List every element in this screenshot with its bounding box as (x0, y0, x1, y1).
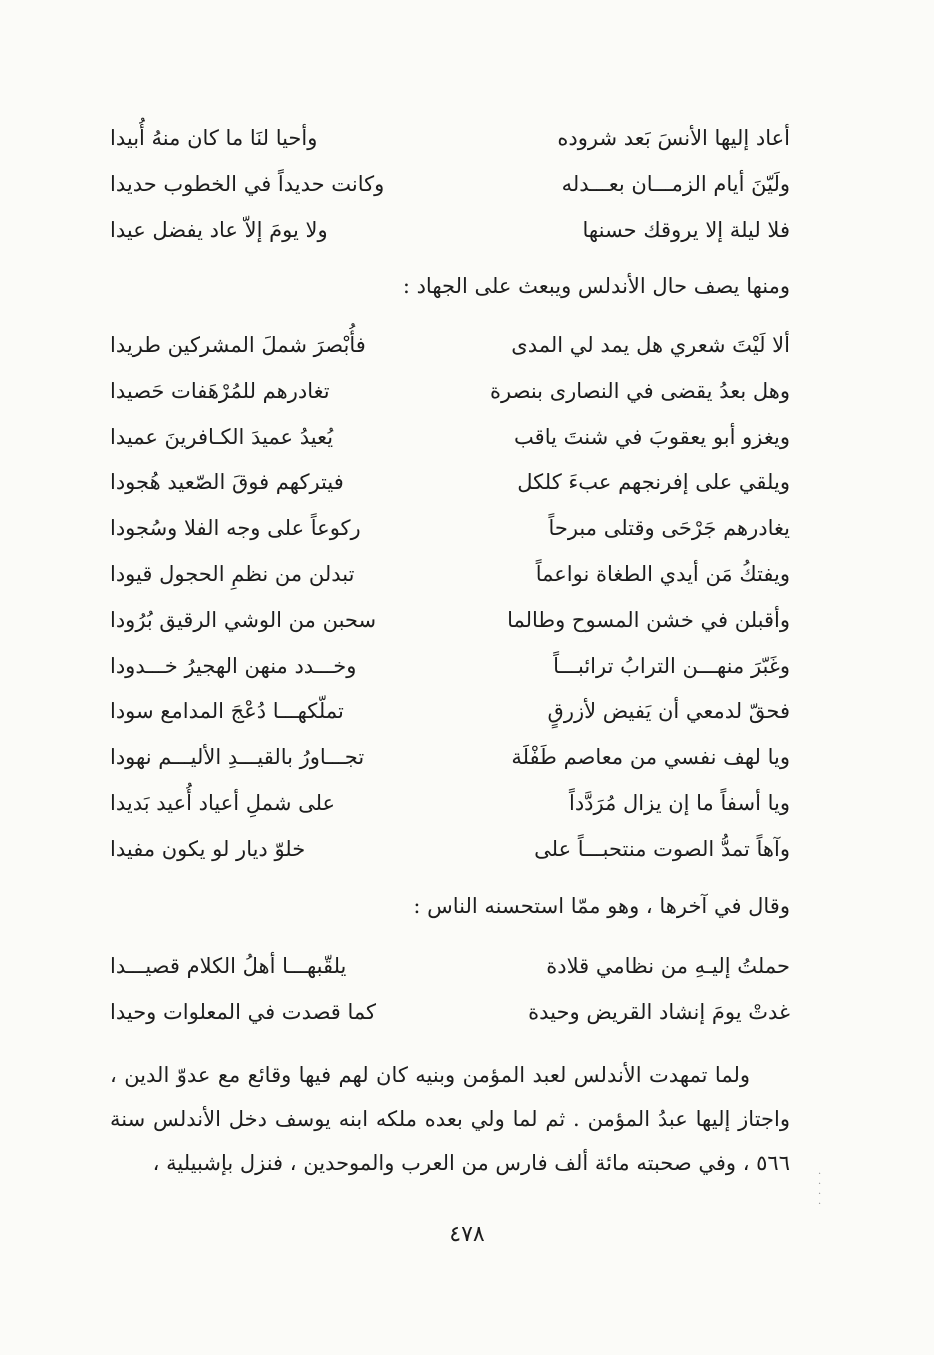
verse-first-hemistich: وآهاً تمدُّ الصوت منتحبـــاً على (534, 836, 790, 861)
verse-second-hemistich: وكانت حديداً في الخطوب حديدا (110, 172, 385, 196)
verse-first-hemistich: حملتُ إليـهِ من نظامي قلادة (546, 953, 790, 978)
verse-first-hemistich: ويلقي على إفرنجهم عبءَ كلكل (517, 470, 790, 495)
verse-line (110, 735, 790, 781)
poem-jihad (110, 323, 790, 873)
verse-first-hemistich: أعاد إليها الأنسَ بَعد شروده (557, 126, 790, 150)
section-heading-ending: وقال في آخرها ، وهو ممّا استحسنه الناس : (413, 893, 790, 918)
verse-line (110, 207, 790, 253)
verse-first-hemistich: ويفتكُ مَن أيدي الطغاة نواعماً (535, 561, 790, 586)
poem-intro (110, 115, 790, 253)
prose-paragraph: ولما تمهدت الأندلس لعبد المؤمن وبنيه كان لهم فيها وقائع مع عدوّ الدين ، واجتاز إليها عبدُ المؤمن . ثم لما ولي بعده ملكه ابنه يوسف دخل الأندلس سنة ٥٦٦ ، وفي صحبته مائة ألف فارس من العرب والموحدين ، فنزل بإشبيلية ، (110, 1062, 790, 1175)
verse-first-hemistich: فحقّ لدمعي أن يَفيض لأزرقٍ (547, 699, 790, 724)
verse-first-hemistich: ويا أسفاً ما إن يزال مُرَدَّداً (568, 790, 790, 815)
verse-second-hemistich: يلقّبهـــا أهلُ الكلام قصيـــدا (110, 953, 347, 978)
verse-line (110, 943, 790, 989)
verse-second-hemistich: تجـــاورُ بالقيـــدِ الأليـــم نهودا (110, 745, 365, 770)
verse-second-hemistich: تملّكهـــا دُعْجَ المدامع سودا (110, 699, 344, 724)
verse-first-hemistich: وغَبّرَ منهـــن الترابُ ترائبـــاً (553, 653, 790, 678)
verse-line (110, 644, 790, 690)
verse-second-hemistich: فيتركهم فوقَ الصّعيد هُجودا (110, 470, 344, 495)
verse-first-hemistich: وهل بعدُ يقضى في النصارى بنصرة (490, 378, 790, 403)
verse-line (110, 827, 790, 873)
verse-second-hemistich: على شملِ أعياد أُعيد بَديدا (110, 790, 336, 815)
verse-first-hemistich: ولَيّنَ أيام الزمـــان بعـــدله (561, 172, 790, 196)
document-page (110, 115, 790, 1206)
section-heading-jihad: ومنها يصف حال الأندلس ويبعث على الجهاد : (402, 274, 790, 298)
verse-first-hemistich: فلا ليلة إلا يروقك حسنها (582, 218, 790, 242)
verse-first-hemistich: غدتْ يومَ إنشاد القريض وحيدة (528, 999, 790, 1024)
verse-line (110, 552, 790, 598)
verse-second-hemistich: يُعيدُ عميدَ الكـافرينَ عميدا (110, 424, 334, 449)
verse-line (110, 689, 790, 735)
verse-line (110, 598, 790, 644)
verse-second-hemistich: ولا يومَ إلاّ عاد يفضل عيدا (110, 218, 328, 242)
verse-line (110, 415, 790, 461)
verse-first-hemistich: ويا لهف نفسي من معاصم طَفْلَة (511, 745, 790, 770)
verse-line (110, 115, 790, 161)
verse-line (110, 460, 790, 506)
verse-second-hemistich: تبدلن من نظمِ الحجول قيودا (110, 561, 355, 586)
verse-line (110, 161, 790, 207)
verse-second-hemistich: سحبن من الوشي الرقيق بُرُودا (110, 607, 377, 632)
verse-line (110, 323, 790, 369)
verse-second-hemistich: ركوعاً على وجه الفلا وسُجودا (110, 516, 361, 541)
verse-first-hemistich: ألا لَيْتَ شعري هل يمد لي المدى (511, 333, 790, 357)
margin-mark: · · · · (818, 1169, 822, 1210)
poem-ending (110, 943, 790, 1035)
verse-line (110, 506, 790, 552)
verse-second-hemistich: وأحيا لنَا ما كان منهُ أُبيدا (110, 126, 318, 150)
verse-second-hemistich: خلوّ ديار لو يكون مفيدا (110, 836, 306, 861)
verse-line (110, 781, 790, 827)
verse-second-hemistich: كما قصدت في المعلوات وحيدا (110, 999, 377, 1024)
page-number: ٤٧٨ (449, 1222, 485, 1247)
verse-second-hemistich: فأُبْصرَ شملَ المشركين طريدا (110, 333, 366, 357)
verse-second-hemistich: وخـــدد منهن الهجيرُ خـــدودا (110, 653, 357, 678)
verse-second-hemistich: تغادرهم للمُرْهَفات حَصيدا (110, 378, 330, 403)
verse-first-hemistich: وأقبلن في خشن المسوح وطالما (507, 607, 790, 632)
verse-first-hemistich: ويغزو أبو يعقوبَ في شنتَ ياقب (514, 424, 790, 449)
verse-first-hemistich: يغادرهم جَرْحَى وقتلى مبرحاً (548, 516, 790, 541)
verse-line (110, 369, 790, 415)
verse-line (110, 989, 790, 1035)
